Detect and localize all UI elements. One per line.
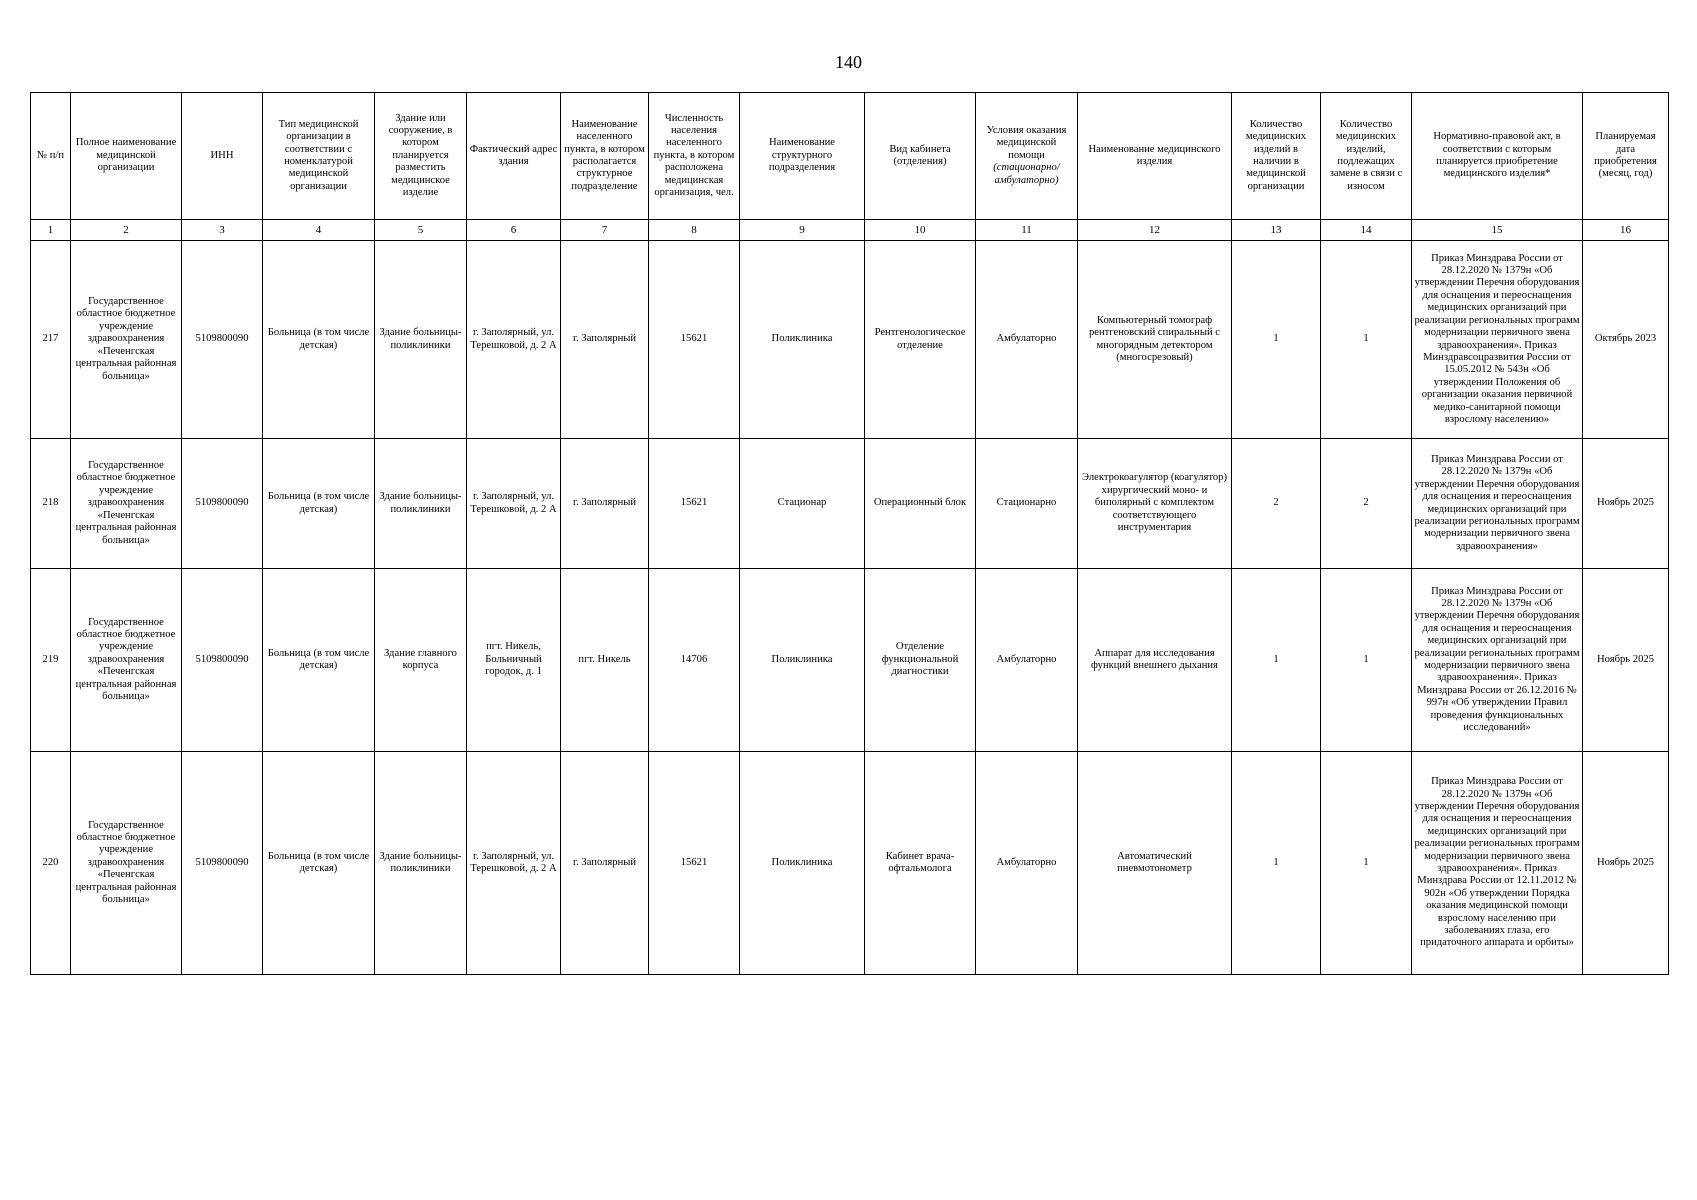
cell-locality: г. Заполярный — [561, 752, 649, 975]
cell-population: 15621 — [649, 241, 740, 439]
page-number: 140 — [835, 52, 862, 72]
cell-device: Компьютерный томограф рентгеновский спиральный с многорядным детектором (многосрезовый) — [1078, 241, 1232, 439]
column-number: 7 — [561, 220, 649, 241]
column-number: 13 — [1232, 220, 1321, 241]
cell-qty-have: 1 — [1232, 241, 1321, 439]
cell-locality: г. Заполярный — [561, 439, 649, 569]
column-number: 6 — [467, 220, 561, 241]
cell-type: Больница (в том числе детская) — [263, 241, 375, 439]
cell-date: Ноябрь 2025 — [1583, 752, 1669, 975]
cell-building: Здание больницы-поликлиники — [375, 439, 467, 569]
cell-qty-replace: 1 — [1321, 241, 1412, 439]
header-num: № п/п — [31, 93, 71, 220]
header-qty-replace: Количество медицинских изделий, подлежащих замене в связи с износом — [1321, 93, 1412, 220]
column-number: 5 — [375, 220, 467, 241]
column-number: 12 — [1078, 220, 1232, 241]
header-cabinet: Вид кабинета (отделения) — [865, 93, 976, 220]
cell-division: Поликлиника — [740, 752, 865, 975]
cell-type: Больница (в том числе детская) — [263, 439, 375, 569]
cell-building: Здание больницы-поликлиники — [375, 241, 467, 439]
header-conditions — [976, 93, 1078, 220]
column-number: 16 — [1583, 220, 1669, 241]
cell-legal: Приказ Минздрава России от 28.12.2020 № 1379н «Об утверждении Перечня оборудования для оснащения и переоснащения медицинских организаций при реализации региональных программ модернизации первичного звена здравоохранения» — [1412, 439, 1583, 569]
cell-num: 219 — [31, 569, 71, 752]
cell-division: Поликлиника — [740, 569, 865, 752]
header-building: Здание или сооружение, в котором планируется разместить медицинское изделие — [375, 93, 467, 220]
header-conditions-italic: (стационарно/ амбулаторно) — [993, 162, 1060, 186]
header-population: Численность населения населенного пункта, в котором расположена медицинская организация, чел. — [649, 93, 740, 220]
column-number: 15 — [1412, 220, 1583, 241]
header-conditions-main: Условия оказания медицинской помощи — [986, 124, 1067, 161]
cell-conditions: Амбулаторно — [976, 241, 1078, 439]
cell-device: Аппарат для исследования функций внешнего дыхания — [1078, 569, 1232, 752]
cell-date: Ноябрь 2025 — [1583, 439, 1669, 569]
cell-qty-replace: 1 — [1321, 752, 1412, 975]
column-number: 1 — [31, 220, 71, 241]
cell-address: г. Заполярный, ул. Терешковой, д. 2 А — [467, 439, 561, 569]
cell-device: Электрокоагулятор (коагулятор) хирургический моно- и биполярный с комплектом соответствующего инструментария — [1078, 439, 1232, 569]
cell-num: 217 — [31, 241, 71, 439]
column-number: 4 — [263, 220, 375, 241]
table-row — [31, 569, 1669, 752]
cell-locality: г. Заполярный — [561, 241, 649, 439]
cell-qty-have: 1 — [1232, 569, 1321, 752]
cell-org: Государственное областное бюджетное учреждение здравоохранения «Печенгская центральная районная больница» — [71, 439, 182, 569]
header-locality: Наименование населенного пункта, в котором располагается структурное подразделение — [561, 93, 649, 220]
cell-locality: пгт. Никель — [561, 569, 649, 752]
cell-cabinet: Операционный блок — [865, 439, 976, 569]
cell-cabinet: Кабинет врача-офтальмолога — [865, 752, 976, 975]
column-number: 10 — [865, 220, 976, 241]
table-row — [31, 241, 1669, 439]
column-number: 2 — [71, 220, 182, 241]
cell-address: г. Заполярный, ул. Терешковой, д. 2 А — [467, 241, 561, 439]
cell-legal: Приказ Минздрава России от 28.12.2020 № 1379н «Об утверждении Перечня оборудования для оснащения и переоснащения медицинских организаций при реализации региональных программ модернизации первичного звена здравоохранения». Приказ Минздрава России от 12.11.2012 № 902н «Об утверждении Порядка оказания медицинской помощи взрослому населению при заболеваниях глаза, его придаточного аппарата и орбиты» — [1412, 752, 1583, 975]
cell-address: пгт. Никель, Больничный городок, д. 1 — [467, 569, 561, 752]
cell-qty-have: 1 — [1232, 752, 1321, 975]
cell-legal: Приказ Минздрава России от 28.12.2020 № 1379н «Об утверждении Перечня оборудования для оснащения и переоснащения медицинских организаций при реализации региональных программ модернизации первичного звена здравоохранения». Приказ Минздрава России от 26.12.2016 № 997н «Об утверждении Правил проведения функциональных исследований» — [1412, 569, 1583, 752]
cell-cabinet: Рентгенологическое отделение — [865, 241, 976, 439]
header-device: Наименование медицинского изделия — [1078, 93, 1232, 220]
table-row — [31, 439, 1669, 569]
cell-conditions: Амбулаторно — [976, 752, 1078, 975]
equipment-table — [30, 92, 1669, 975]
cell-device: Автоматический пневмотонометр — [1078, 752, 1232, 975]
column-number: 8 — [649, 220, 740, 241]
cell-cabinet: Отделение функциональной диагностики — [865, 569, 976, 752]
header-row — [31, 93, 1669, 220]
table-row — [31, 752, 1669, 975]
header-org: Полное наименование медицинской организации — [71, 93, 182, 220]
cell-legal: Приказ Минздрава России от 28.12.2020 № 1379н «Об утверждении Перечня оборудования для оснащения и переоснащения медицинских организаций при реализации региональных программ модернизации первичного звена здравоохранения». Приказ Минздравсоцразвития России от 15.05.2012 № 543н «Об утверждении Положения об организации оказания первичной медико-санитарной помощи взрослому населению» — [1412, 241, 1583, 439]
column-number: 11 — [976, 220, 1078, 241]
cell-num: 218 — [31, 439, 71, 569]
cell-population: 15621 — [649, 752, 740, 975]
header-type: Тип медицинской организации в соответствии с номенклатурой медицинской организации — [263, 93, 375, 220]
column-number: 9 — [740, 220, 865, 241]
header-inn: ИНН — [182, 93, 263, 220]
cell-conditions: Амбулаторно — [976, 569, 1078, 752]
column-number: 14 — [1321, 220, 1412, 241]
cell-conditions: Стационарно — [976, 439, 1078, 569]
cell-qty-replace: 1 — [1321, 569, 1412, 752]
header-legal: Нормативно-правовой акт, в соответствии с которым планируется приобретение медицинского изделия* — [1412, 93, 1583, 220]
cell-org: Государственное областное бюджетное учреждение здравоохранения «Печенгская центральная районная больница» — [71, 752, 182, 975]
cell-inn: 5109800090 — [182, 752, 263, 975]
cell-org: Государственное областное бюджетное учреждение здравоохранения «Печенгская центральная районная больница» — [71, 569, 182, 752]
cell-building: Здание главного корпуса — [375, 569, 467, 752]
cell-address: г. Заполярный, ул. Терешковой, д. 2 А — [467, 752, 561, 975]
header-address: Фактический адрес здания — [467, 93, 561, 220]
column-number: 3 — [182, 220, 263, 241]
cell-type: Больница (в том числе детская) — [263, 752, 375, 975]
cell-inn: 5109800090 — [182, 439, 263, 569]
cell-population: 14706 — [649, 569, 740, 752]
column-numbers-row — [31, 220, 1669, 241]
cell-org: Государственное областное бюджетное учреждение здравоохранения «Печенгская центральная районная больница» — [71, 241, 182, 439]
cell-division: Стационар — [740, 439, 865, 569]
cell-date: Ноябрь 2025 — [1583, 569, 1669, 752]
header-date: Планируемая дата приобретения (месяц, год) — [1583, 93, 1669, 220]
cell-type: Больница (в том числе детская) — [263, 569, 375, 752]
cell-population: 15621 — [649, 439, 740, 569]
cell-num: 220 — [31, 752, 71, 975]
cell-division: Поликлиника — [740, 241, 865, 439]
header-qty-have: Количество медицинских изделий в наличии в медицинской организации — [1232, 93, 1321, 220]
cell-date: Октябрь 2023 — [1583, 241, 1669, 439]
cell-inn: 5109800090 — [182, 569, 263, 752]
cell-qty-have: 2 — [1232, 439, 1321, 569]
cell-inn: 5109800090 — [182, 241, 263, 439]
cell-qty-replace: 2 — [1321, 439, 1412, 569]
header-division: Наименование структурного подразделения — [740, 93, 865, 220]
cell-building: Здание больницы-поликлиники — [375, 752, 467, 975]
